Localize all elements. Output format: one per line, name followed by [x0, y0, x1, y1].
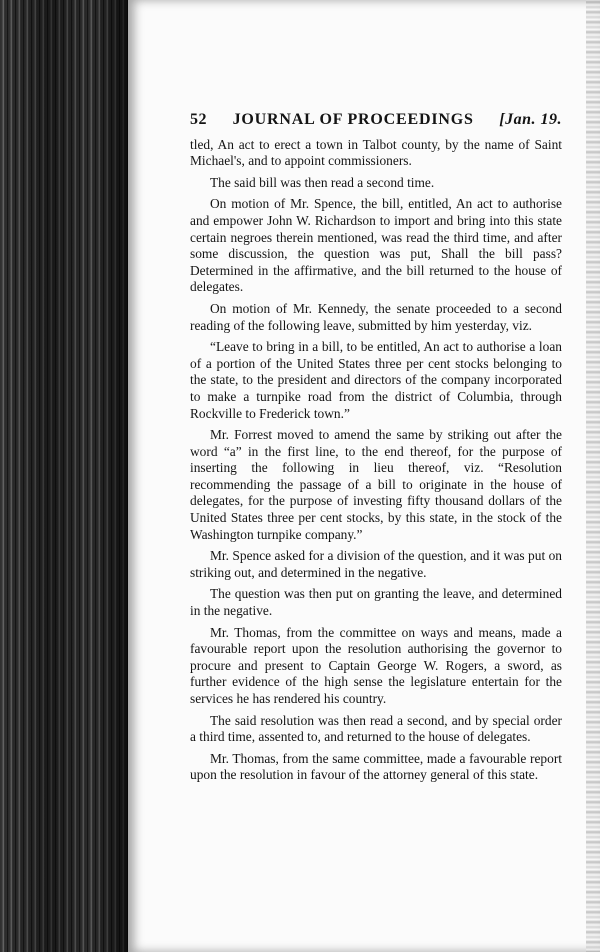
page-header	[190, 112, 562, 129]
page-text	[190, 112, 562, 789]
page-number: 52	[190, 111, 207, 128]
quoted-leave: “Leave to bring in a bill, to be entitled, An act to authorise a loan of a portion of the United States three per cent stocks belonging to the state, to the president and directors of the company incorporated to make a turnpike road from the district of Columbia, through Rockville to Frederick town.”	[190, 339, 562, 421]
gutter-shadow	[0, 0, 128, 952]
paragraph: Mr. Thomas, from the committee on ways and means, made a favourable report upon the resolution authorising the governor to procure and present to Captain George W. Rogers, a sword, as further evidence of the high sense the legislature entertain for the services he has rendered his country.	[190, 624, 562, 706]
book-page	[128, 0, 600, 952]
running-title: JOURNAL OF PROCEEDINGS	[232, 111, 474, 128]
paragraph: The said bill was then read a second time.	[210, 174, 435, 190]
date-reference: [Jan. 19.	[499, 111, 562, 128]
paragraph: Mr. Thomas, from the same committee, made a favourable report upon the resolution in favour of the attorney general of this state.	[190, 750, 562, 783]
paragraph: The question was then put on granting the leave, and determined in the negative.	[190, 586, 562, 619]
page-edge	[586, 0, 600, 952]
paragraph: Mr. Forrest moved to amend the same by striking out after the word “a” in the first line, to the end thereof, for the purpose of inserting the following in lieu thereof, viz. “Resolution recommending the passage of a bill to originate in the house of delegates, for the purpose of investing fifty thousand dollars of the United States three per cent stocks, by this state, in the stock of the Washington turnpike company.”	[190, 427, 562, 542]
paragraph: The said resolution was then read a second, and by special order a third time, assented to, and returned to the house of delegates.	[190, 712, 562, 745]
paragraph: On motion of Mr. Spence, the bill, entitled, An act to authorise and empower John W. Richardson to import and bring into this state certain negroes therein mentioned, was read the third time, and after some discussion, the question was put, Shall the bill pass? Determined in the affirmative, and the bill returned to the house of delegates.	[190, 196, 562, 295]
paragraph: On motion of Mr. Kennedy, the senate proceeded to a second reading of the following leave, submitted by him yesterday, viz.	[190, 300, 562, 333]
paragraph: Mr. Spence asked for a division of the question, and it was put on striking out, and determined in the negative.	[190, 548, 562, 580]
paragraph: tled, An act to erect a town in Talbot county, by the name of Saint Michael's, and to appoint commissioners.	[190, 136, 562, 169]
